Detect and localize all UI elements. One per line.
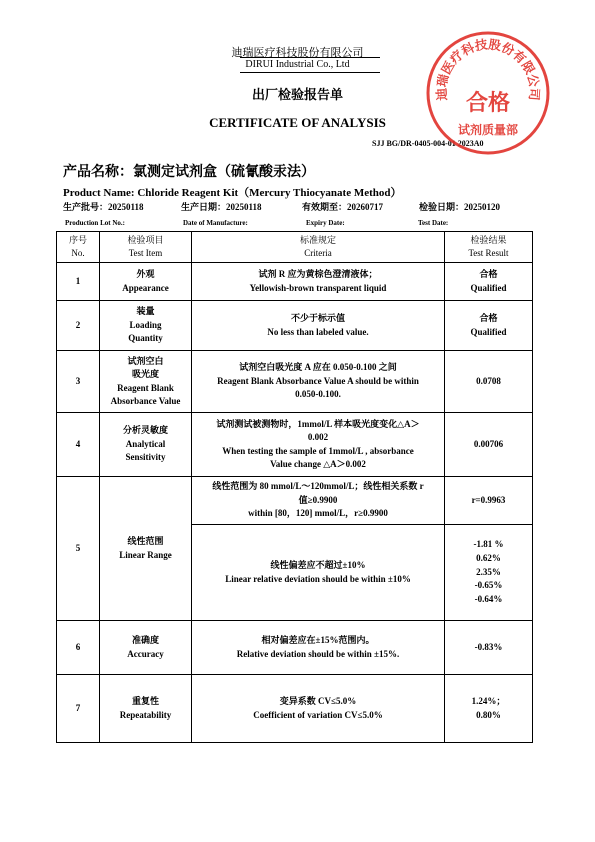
row-result: 0.00706 (445, 413, 533, 477)
table-row (57, 351, 533, 413)
stamp-arc-text: 迪瑞医疗科技股份有限公司 (433, 36, 543, 102)
row-criteria: 试剂 R 应为黄棕色澄清液体； Yellowish-brown transparent liquid (192, 263, 445, 301)
table-row (57, 675, 533, 743)
row-result-deviation: -1.81 % 0.62% 2.35% -0.65% -0.64% (445, 525, 533, 621)
document-number: SJJ BG/DR-0405-004-01 2023A0 (372, 139, 484, 148)
test-date-label: Test Date: (418, 219, 449, 227)
row-result: 0.0708 (445, 351, 533, 413)
row-result: -0.83% (445, 621, 533, 675)
header-result: 检验结果 Test Result (445, 232, 533, 263)
inspection-table (56, 231, 533, 743)
row-criteria: 试剂空白吸光度 A 应在 0.050-0.100 之间 Reagent Blank Absorbance Value A should be within 0.050-0.100. (192, 351, 445, 413)
product-name-cn: 产品名称：氯测定试剂盒（硫氰酸汞法） (63, 165, 315, 180)
expiry-date: 有效期至：20260717 (302, 202, 384, 212)
row-item: 装量 Loading Quantity (100, 301, 192, 351)
row-result: 合格 Qualified (445, 301, 533, 351)
table-row (57, 301, 533, 351)
row-no: 7 (57, 675, 100, 743)
row-item: 重复性 Repeatability (100, 675, 192, 743)
company-name-cn: 迪瑞医疗科技股份有限公司 (231, 47, 364, 59)
table-row (57, 413, 533, 477)
row-item: 准确度 Accuracy (100, 621, 192, 675)
row-result-linearity: r=0.9963 (445, 477, 533, 525)
company-underline-en (240, 72, 380, 73)
table-row (57, 621, 533, 675)
row-no: 2 (57, 301, 100, 351)
table-row (57, 477, 533, 525)
row-item: 分析灵敏度 Analytical Sensitivity (100, 413, 192, 477)
quality-stamp (425, 30, 551, 156)
company-underline (240, 57, 380, 58)
row-criteria: 相对偏差应在±15%范围内。 Relative deviation should be within ±15%. (192, 621, 445, 675)
row-result: 1.24%； 0.80% (445, 675, 533, 743)
report-title-en: CERTIFICATE OF ANALYSIS (209, 115, 386, 130)
row-criteria: 不少于标示值 No less than labeled value. (192, 301, 445, 351)
table-row (57, 263, 533, 301)
row-criteria: 试剂测试被测物时，1mmol/L 样本吸光度变化△A＞ 0.002 When testing the sample of 1mmol/L , absorbance Value change △A＞0.002 (192, 413, 445, 477)
row-item: 外观 Appearance (100, 263, 192, 301)
stamp-bottom-text: 试剂质量部 (457, 123, 519, 137)
header-item: 检验项目 Test Item (100, 232, 192, 263)
row-no: 5 (57, 477, 100, 621)
production-lot-label: Production Lot No.: (65, 219, 125, 227)
expiry-date-label: Expiry Date: (306, 219, 345, 227)
row-criteria-deviation: 线性偏差应不超过±10% Linear relative deviation should be within ±10% (192, 525, 445, 621)
report-title-cn: 出厂检验报告单 (251, 87, 343, 102)
row-no: 6 (57, 621, 100, 675)
header-no: 序号 No. (57, 232, 100, 263)
test-date: 检验日期：20250120 (419, 202, 501, 212)
manufacture-date: 生产日期：20250118 (181, 202, 262, 212)
company-name-en: DIRUI Industrial Co., Ltd (245, 59, 350, 70)
row-result: 合格 Qualified (445, 263, 533, 301)
row-item: 线性范围 Linear Range (100, 477, 192, 621)
header-criteria: 标准规定 Criteria (192, 232, 445, 263)
row-item: 试剂空白 吸光度 Reagent Blank Absorbance Value (100, 351, 192, 413)
product-name-en: Product Name: Chloride Reagent Kit（Mercury Thiocyanate Method） (63, 187, 402, 199)
row-criteria-linearity: 线性范围为 80 mmol/L～120mmol/L；线性相关系数 r 值≥0.9900 within [80，120] mmol/L，r≥0.9900 (192, 477, 445, 525)
stamp-center-text: 合格 (465, 91, 511, 116)
row-no: 3 (57, 351, 100, 413)
row-criteria: 变异系数 CV≤5.0% Coefficient of variation CV≤5.0% (192, 675, 445, 743)
row-no: 1 (57, 263, 100, 301)
manufacture-date-label: Date of Manufacture: (183, 219, 248, 227)
row-no: 4 (57, 413, 100, 477)
production-lot: 生产批号：20250118 (63, 202, 144, 212)
table-header-row (57, 232, 533, 263)
